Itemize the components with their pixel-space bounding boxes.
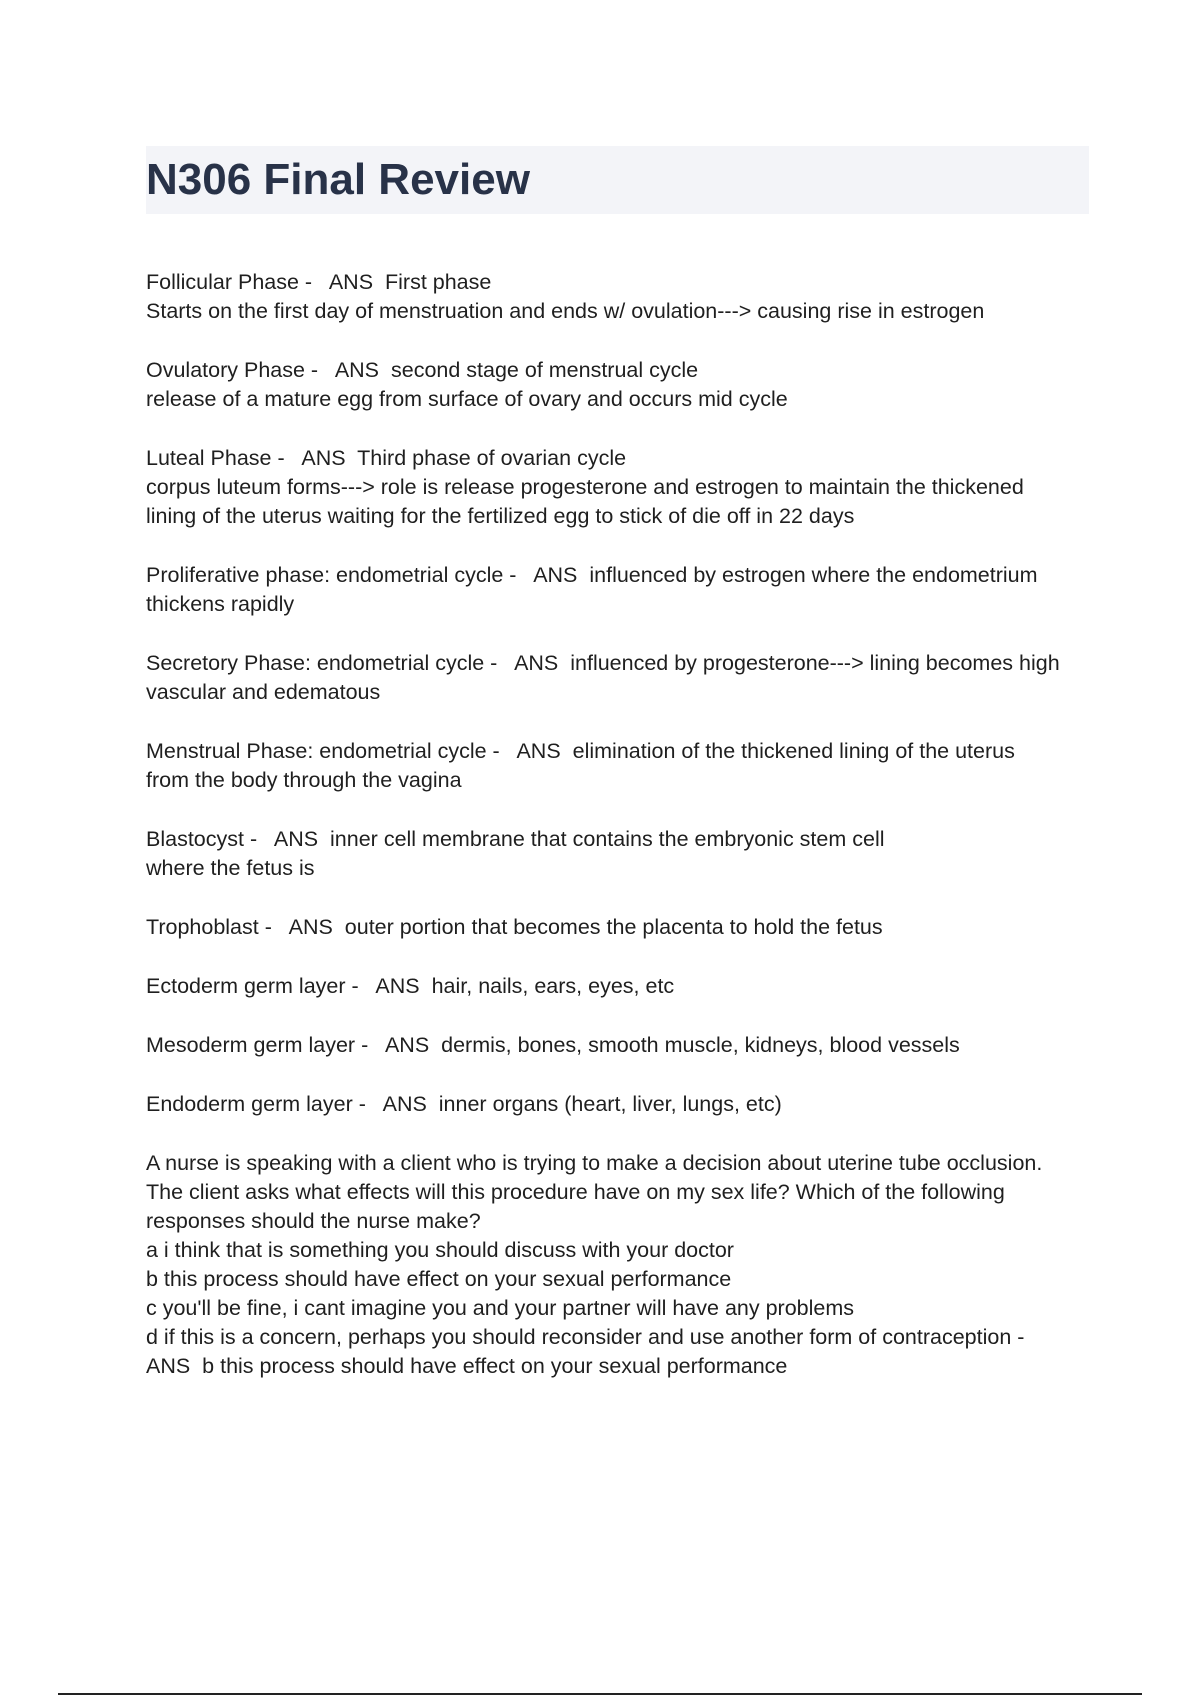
entry-term: Luteal Phase -	[146, 446, 285, 470]
entry-answer: First phase	[385, 270, 492, 294]
review-entry	[146, 825, 1096, 883]
entry-answer: dermis, bones, smooth muscle, kidneys, blood vessels	[441, 1033, 960, 1057]
review-entry	[146, 561, 1096, 619]
entry-line: d if this is a concern, perhaps you should reconsider and use another form of contraception -	[146, 1325, 1025, 1349]
entry-line: where the fetus is	[146, 856, 315, 880]
review-entry	[146, 737, 1096, 795]
review-entry	[146, 913, 1096, 942]
entry-line	[146, 444, 1096, 473]
entry-line	[146, 825, 1096, 854]
page-title: N306 Final Review	[146, 155, 530, 204]
review-entry	[146, 1090, 1096, 1119]
entry-term: Proliferative phase: endometrial cycle -	[146, 563, 517, 587]
entry-line: vascular and edematous	[146, 680, 381, 704]
entry-term: Follicular Phase -	[146, 270, 313, 294]
entry-line: lining of the uterus waiting for the fertilized egg to stick of die off in 22 days	[146, 504, 855, 528]
entry-line: Starts on the first day of menstruation and ends w/ ovulation---> causing rise in estrogen	[146, 299, 985, 323]
entry-answer: Third phase of ovarian cycle	[357, 446, 627, 470]
entry-term: Secretory Phase: endometrial cycle -	[146, 651, 498, 675]
entry-line	[146, 561, 1096, 590]
review-entry	[146, 1149, 1096, 1381]
entry-line: A nurse is speaking with a client who is trying to make a decision about uterine tube occlusion.	[146, 1151, 1043, 1175]
entry-line	[146, 972, 1096, 1001]
entry-term: Menstrual Phase: endometrial cycle -	[146, 739, 500, 763]
entry-answer: second stage of menstrual cycle	[390, 358, 699, 382]
entry-line	[146, 649, 1096, 678]
entry-line	[146, 356, 1096, 385]
ans-label: ANS	[328, 270, 374, 294]
footer-divider	[58, 1693, 1142, 1695]
ans-label: ANS	[288, 915, 333, 939]
entry-line: thickens rapidly	[146, 592, 295, 616]
entry-line: b this process should have effect on your sexual performance	[146, 1267, 732, 1291]
ans-label: ANS	[375, 974, 420, 998]
entry-answer: influenced by estrogen where the endometrium	[589, 563, 1038, 587]
ans-label: ANS	[516, 739, 561, 763]
entry-answer: b this process should have effect on your sexual performance	[202, 1354, 788, 1378]
entry-line	[146, 737, 1096, 766]
entry-line: release of a mature egg from surface of ovary and occurs mid cycle	[146, 387, 788, 411]
review-entry	[146, 1031, 1096, 1060]
entry-term: Endoderm germ layer -	[146, 1092, 366, 1116]
entry-line	[146, 268, 1096, 297]
entry-line: c you'll be fine, i cant imagine you and your partner will have any problems	[146, 1296, 855, 1320]
ans-label: ANS	[382, 1092, 427, 1116]
ans-label: ANS	[384, 1033, 430, 1057]
ans-label: ANS	[514, 651, 559, 675]
entry-line	[146, 1090, 1096, 1119]
entry-term: Trophoblast -	[146, 915, 272, 939]
entry-line	[146, 913, 1096, 942]
entry-line	[146, 1352, 1096, 1381]
review-entry	[146, 268, 1096, 326]
entry-answer: influenced by progesterone---> lining becomes high	[570, 651, 1060, 675]
ans-label: ANS	[533, 563, 578, 587]
review-entry	[146, 649, 1096, 707]
entry-line: corpus luteum forms---> role is release progesterone and estrogen to maintain the thickened	[146, 475, 1024, 499]
entry-answer: elimination of the thickened lining of the uterus	[572, 739, 1015, 763]
ans-label: ANS	[146, 1354, 191, 1378]
entry-line	[146, 1031, 1096, 1060]
entry-answer: inner cell membrane that contains the embryonic stem cell	[330, 827, 885, 851]
ans-label: ANS	[334, 358, 380, 382]
entry-line: The client asks what effects will this procedure have on my sex life? Which of the following	[146, 1180, 1005, 1204]
entry-answer: inner organs (heart, liver, lungs, etc)	[438, 1092, 782, 1116]
entry-line: from the body through the vagina	[146, 768, 462, 792]
entry-term: Ectoderm germ layer -	[146, 974, 359, 998]
document-body	[146, 268, 1096, 1411]
entry-answer: outer portion that becomes the placenta to hold the fetus	[344, 915, 883, 939]
entry-line: responses should the nurse make?	[146, 1209, 481, 1233]
review-entry	[146, 444, 1096, 531]
ans-label: ANS	[273, 827, 319, 851]
review-entry	[146, 356, 1096, 414]
entry-answer: hair, nails, ears, eyes, etc	[431, 974, 675, 998]
entry-term: Mesoderm germ layer -	[146, 1033, 369, 1057]
review-entry	[146, 972, 1096, 1001]
entry-term: Blastocyst -	[146, 827, 258, 851]
ans-label: ANS	[301, 446, 346, 470]
entry-term: Ovulatory Phase -	[146, 358, 319, 382]
entry-line: a i think that is something you should discuss with your doctor	[146, 1238, 734, 1262]
